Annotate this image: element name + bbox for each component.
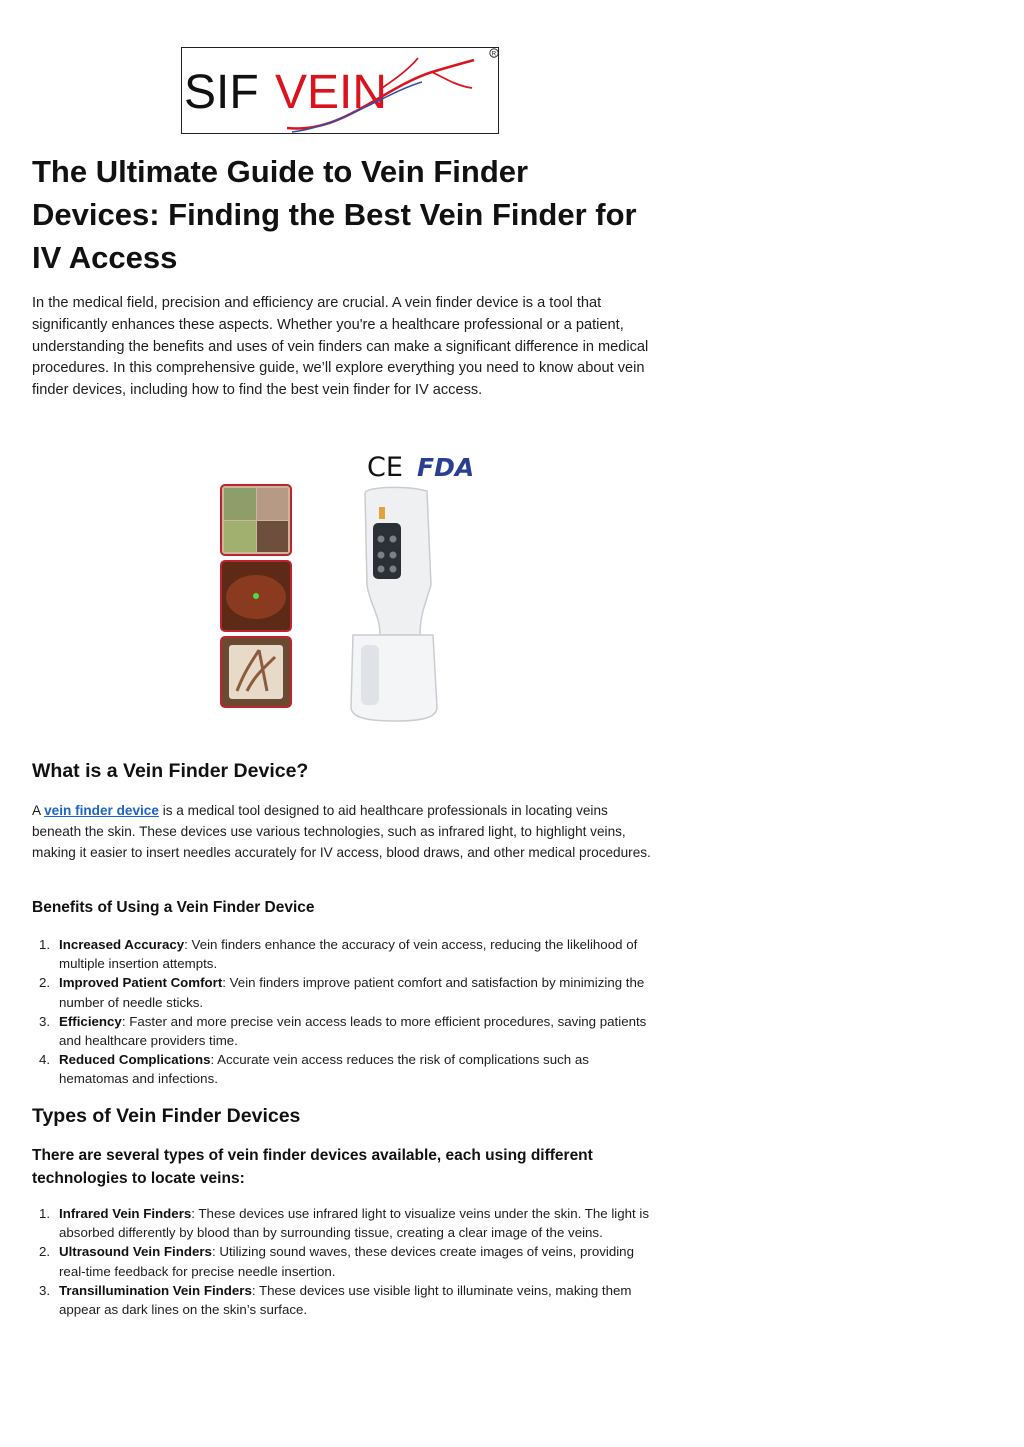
item-term: Transillumination Vein Finders	[59, 1282, 252, 1298]
item-text: : Faster and more precise vein access leads to more efficient procedures, saving patients and healthcare providers time.	[59, 1013, 647, 1049]
thumbnail-hands-icon	[221, 485, 291, 555]
brand-logo	[181, 47, 499, 134]
item-term: Increased Accuracy	[59, 937, 185, 952]
product-image	[215, 445, 505, 740]
page-title: The Ultimate Guide to Vein Finder Devices: Finding the Best Vein Finder for IV Access	[32, 154, 637, 275]
section-heading-types: Types of Vein Finder Devices	[32, 1105, 301, 1127]
vein-finder-device-link[interactable]: vein finder device	[44, 803, 159, 818]
types-intro: There are several types of vein finder devices available, each using different technologies to locate veins:	[32, 1147, 593, 1187]
list-item: 2. Improved Patient Comfort: Vein finders improve patient comfort and satisfaction by minimizing the number of needle sticks.	[39, 975, 645, 1010]
svg-text:FDA: FDA	[417, 453, 475, 482]
item-term: Improved Patient Comfort	[59, 975, 223, 991]
benefits-list	[32, 935, 657, 1089]
item-term: Ultrasound Vein Finders	[59, 1244, 212, 1260]
registered-mark: R	[491, 51, 497, 58]
logo-graphic	[182, 48, 500, 135]
thumbnail-arm-glow-icon	[221, 561, 291, 631]
item-term: Infrared Vein Finders	[59, 1206, 192, 1221]
item-term: Efficiency	[59, 1013, 122, 1029]
para-prefix: A	[32, 803, 45, 818]
vein-finder-device-icon	[351, 487, 437, 721]
types-list	[32, 1204, 657, 1319]
fda-logo-icon	[417, 453, 484, 482]
list-item: 3. Efficiency: Faster and more precise vein access leads to more efficient procedures, saving patients and healthcare providers time.	[39, 1013, 647, 1049]
logo-text-sif: SIF	[184, 66, 259, 119]
para-suffix: is a medical tool designed to aid healthcare professionals in locating veins beneath the skin. These devices use various technologies, such as infrared light, to highlight veins, making it easier to insert needles accurately for IV access, blood draws, and other medical procedures.	[32, 803, 651, 860]
benefits-heading: Benefits of Using a Vein Finder Device	[32, 899, 315, 916]
section-heading-what-is: What is a Vein Finder Device?	[32, 760, 309, 782]
ce-mark-icon: CE	[367, 452, 403, 483]
section-paragraph-what-is	[32, 800, 657, 863]
item-text: : Utilizing sound waves, these devices create images of veins, providing real-time feedback for precise needle insertion.	[59, 1244, 634, 1279]
list-item: 4. Reduced Complications: Accurate vein access reduces the risk of complications such as hematomas and infections.	[39, 1052, 589, 1087]
item-text: : Vein finders enhance the accuracy of vein access, reducing the likelihood of multiple insertion attempts.	[59, 937, 638, 972]
intro-paragraph: In the medical field, precision and efficiency are crucial. A vein finder device is a tool that significantly enhances these aspects. Whether you're a healthcare professional or a patient, understanding the benefits and uses of vein finders can make a significant difference in medical procedures. In this comprehensive guide, we’ll explore everything you need to know about vein finder devices, including how to find the best vein finder for IV access.	[32, 295, 649, 399]
list-item: 1. Infrared Vein Finders: These devices use infrared light to visualize veins under the skin. The light is absorbed differently by blood than by surrounding tissue, creating a clear image of the veins.	[39, 1206, 650, 1241]
item-term: Reduced Complications	[59, 1052, 211, 1068]
list-item: 1. Increased Accuracy: Vein finders enhance the accuracy of vein access, reducing the likelihood of multiple insertion attempts.	[39, 937, 638, 972]
item-text: : These devices use infrared light to visualize veins under the skin. The light is absorbed differently by blood than by surrounding tissue, creating a clear image of the veins.	[59, 1206, 650, 1241]
list-item: 3. Transillumination Vein Finders: These devices use visible light to illuminate veins, making them appear as dark lines on the skin’s surface.	[39, 1282, 632, 1318]
logo-text-vein: VEIN	[275, 66, 388, 119]
list-item: 2. Ultrasound Vein Finders: Utilizing sound waves, these devices create images of veins, providing real-time feedback for precise needle insertion.	[39, 1244, 634, 1279]
item-text: : These devices use visible light to illuminate veins, making them appear as dark lines on the skin’s surface.	[59, 1282, 632, 1318]
item-text: : Accurate vein access reduces the risk of complications such as hematomas and infections.	[59, 1052, 589, 1087]
item-text: : Vein finders improve patient comfort and satisfaction by minimizing the number of needle sticks.	[59, 975, 645, 1010]
thumbnail-vein-map-icon	[221, 637, 291, 707]
